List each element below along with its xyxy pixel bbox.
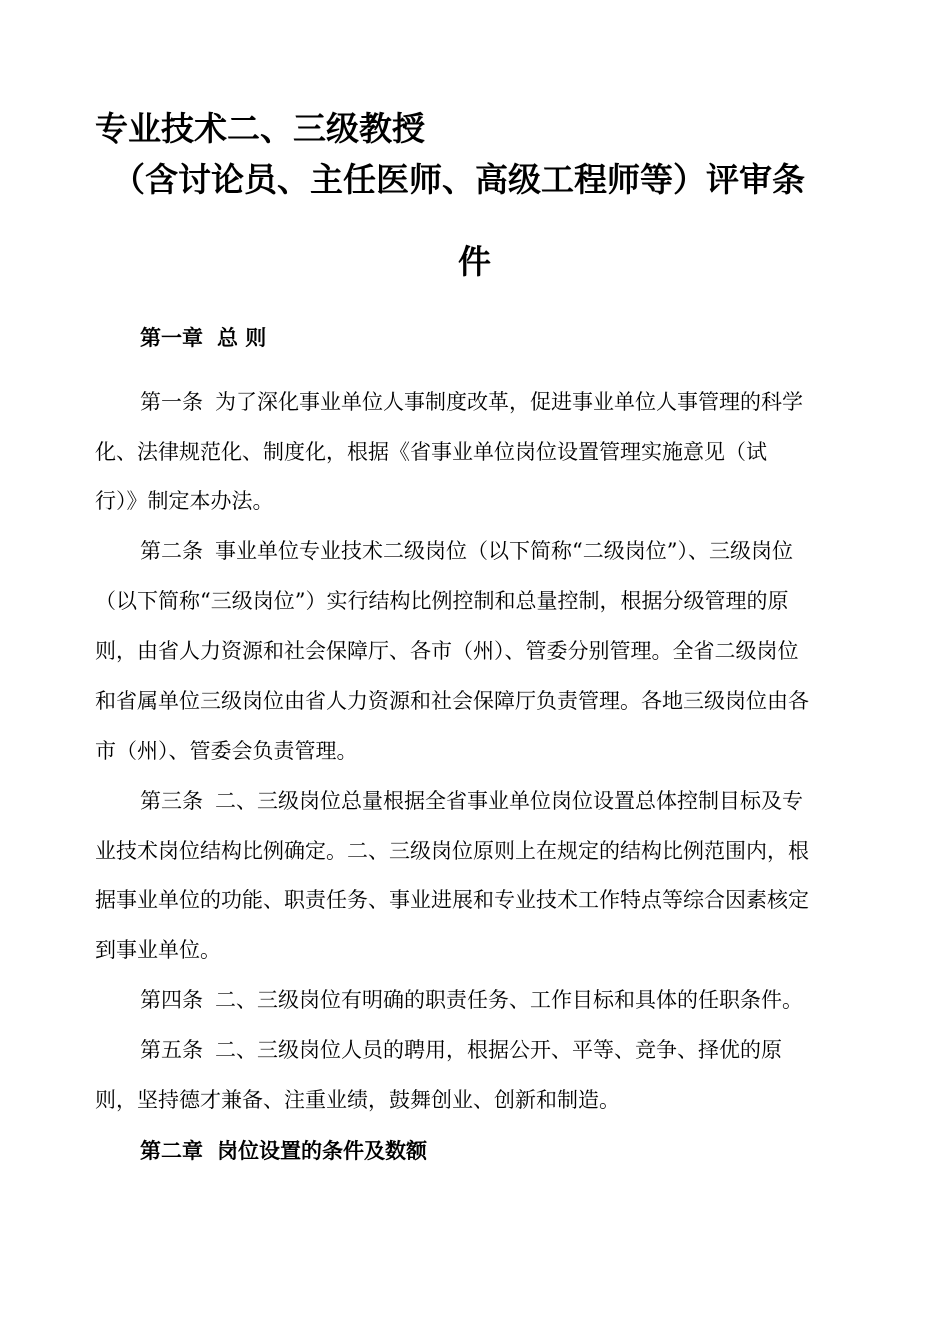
article-3-line-1 bbox=[140, 786, 803, 816]
article-1-text: 为了深化事业单位人事制度改革，促进事业单位人事管理的科学 bbox=[215, 390, 803, 414]
article-4-text: 二、三级岗位有明确的职责任务、工作目标和具体的任职条件。 bbox=[215, 988, 803, 1012]
article-1-line-2: 化、法律规范化、制度化，根据《省事业单位岗位设置管理实施意见（试 bbox=[95, 440, 767, 464]
chapter-2-name: 岗位设置的条件及数额 bbox=[217, 1139, 427, 1163]
article-5-line-1 bbox=[140, 1035, 782, 1065]
article-4-label: 第四条 bbox=[140, 988, 203, 1012]
article-2-text: 事业单位专业技术二级岗位（以下简称“二级岗位”）、三级岗位 bbox=[215, 539, 793, 563]
article-2-line-4: 和省属单位三级岗位由省人力资源和社会保障厅负责管理。各地三级岗位由各 bbox=[95, 689, 809, 713]
article-1-line-1 bbox=[140, 387, 803, 417]
article-2-line-3: 则，由省人力资源和社会保障厅、各市（州）、管委分别管理。全省二级岗位 bbox=[95, 639, 799, 663]
chapter-1-heading bbox=[140, 323, 266, 353]
article-5-text: 二、三级岗位人员的聘用，根据公开、平等、竞争、择优的原 bbox=[215, 1038, 782, 1062]
article-2-line-2: （以下简称“三级岗位”）实行结构比例控制和总量控制，根据分级管理的原 bbox=[95, 589, 789, 613]
document-title-line-2: （含讨论员、主任医师、高级工程师等）评审条 bbox=[112, 160, 805, 199]
article-3-line-4: 到事业单位。 bbox=[95, 938, 221, 962]
article-4-line-1 bbox=[140, 985, 803, 1015]
document-title-line-1: 专业技术二、三级教授 bbox=[95, 109, 425, 148]
article-5-line-2: 则，坚持德才兼备、注重业绩，鼓舞创业、创新和制造。 bbox=[95, 1088, 620, 1112]
document-title-line-3: 件 bbox=[458, 242, 491, 281]
chapter-2-label: 第二章 bbox=[140, 1139, 203, 1163]
chapter-1-name: 总 则 bbox=[217, 326, 267, 350]
article-3-line-3: 据事业单位的功能、职责任务、事业进展和专业技术工作特点等综合因素核定 bbox=[95, 888, 809, 912]
chapter-1-label: 第一章 bbox=[140, 326, 203, 350]
article-3-label: 第三条 bbox=[140, 789, 203, 813]
chapter-2-heading bbox=[140, 1136, 427, 1166]
article-2-label: 第二条 bbox=[140, 539, 203, 563]
article-3-text: 二、三级岗位总量根据全省事业单位岗位设置总体控制目标及专 bbox=[215, 789, 803, 813]
article-2-line-1 bbox=[140, 536, 793, 566]
article-1-label: 第一条 bbox=[140, 390, 203, 414]
article-2-line-5: 市（州）、管委会负责管理。 bbox=[95, 739, 358, 763]
article-1-line-3: 行）》制定本办法。 bbox=[95, 489, 274, 513]
article-5-label: 第五条 bbox=[140, 1038, 203, 1062]
article-3-line-2: 业技术岗位结构比例确定。二、三级岗位原则上在规定的结构比例范围内，根 bbox=[95, 839, 809, 863]
